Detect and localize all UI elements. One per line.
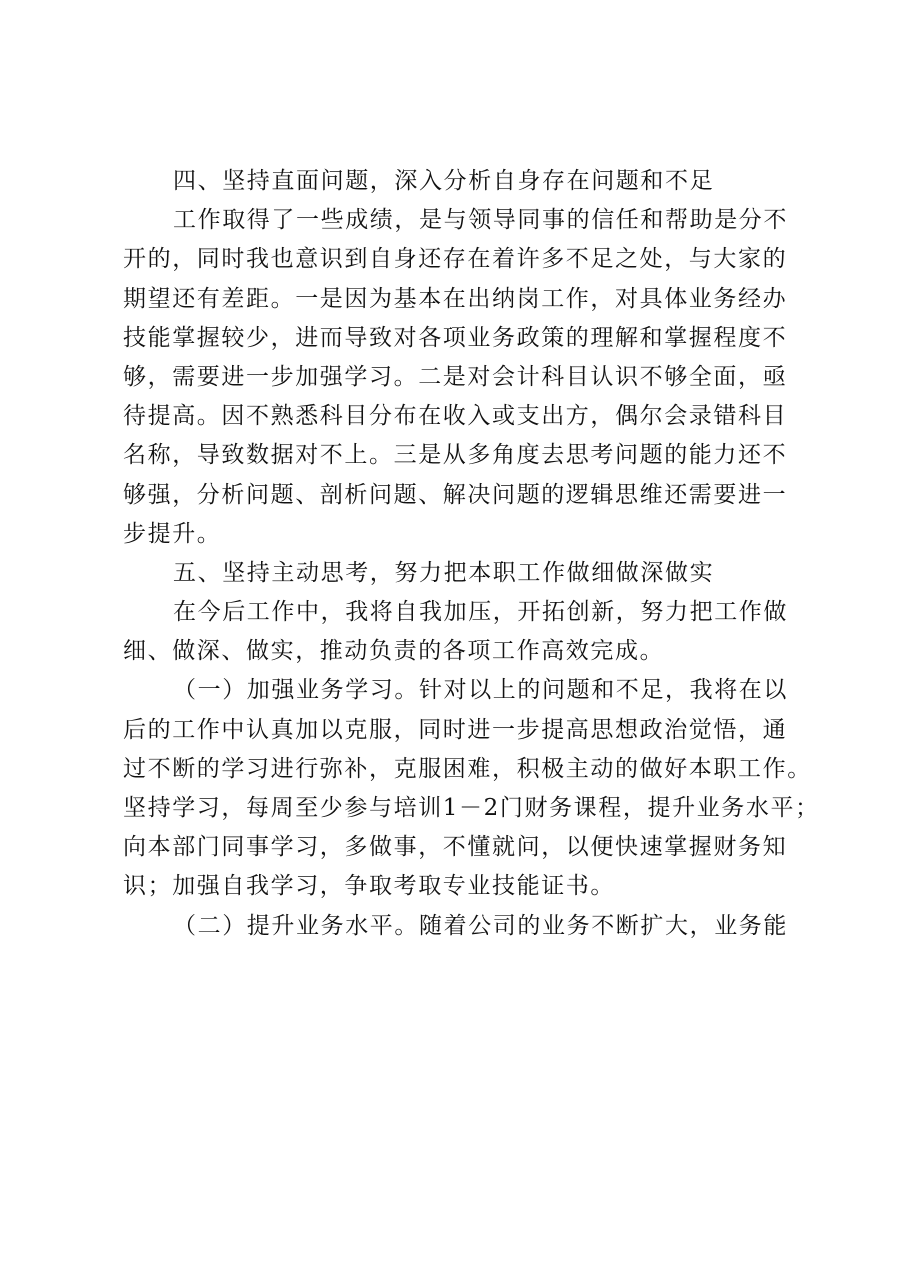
paragraph-line: 工作取得了一些成绩，是与领导同事的信任和帮助是分不 [173,207,788,234]
paragraph-line: 期望还有差距。一是因为基本在出纳岗工作，对具体业务经办 [123,285,788,312]
subsection-line-1: （一）加强业务学习。针对以上的问题和不足，我将在以 [173,677,788,704]
paragraph-line: 细、做深、做实，推动负责的各项工作高效完成。 [123,638,665,665]
paragraph-line: 待提高。因不熟悉科目分布在收入或支出方，偶尔会录错科目 [123,403,788,430]
paragraph-line: 够，需要进一步加强学习。二是对会计科目认识不够全面，亟 [123,363,788,390]
paragraph-line: 开的，同时我也意识到自身还存在着许多不足之处，与大家的 [123,246,788,273]
paragraph-line: 坚持学习，每周至少参与培训1－2门财务课程，提升业务水平； [123,795,820,821]
paragraph-line: 步提升。 [123,520,222,547]
section-heading-4: 四、坚持直面问题，深入分析自身存在问题和不足 [173,168,715,194]
subsection-line-2: （二）提升业务水平。随着公司的业务不断扩大，业务能 [173,912,788,939]
paragraph-line: 后的工作中认真加以克服，同时进一步提高思想政治觉悟，通 [123,716,788,743]
paragraph-line: 在今后工作中，我将自我加压，开拓创新，努力把工作做 [173,599,788,626]
section-heading-5: 五、坚持主动思考，努力把本职工作做细做深做实 [173,559,715,586]
paragraph-line: 够强，分析问题、剖析问题、解决问题的逻辑思维还需要进一 [123,481,788,508]
paragraph-line: 向本部门同事学习，多做事，不懂就问，以便快速掌握财务知 [123,834,788,861]
paragraph-line: 识；加强自我学习，争取考取专业技能证书。 [123,873,615,900]
document-body [123,162,820,946]
paragraph-line: 名称，导致数据对不上。三是从多角度去思考问题的能力还不 [123,442,788,469]
paragraph-line: 过不断的学习进行弥补，克服困难，积极主动的做好本职工作。 [123,755,812,782]
paragraph-line: 技能掌握较少，进而导致对各项业务政策的理解和掌握程度不 [123,324,788,351]
